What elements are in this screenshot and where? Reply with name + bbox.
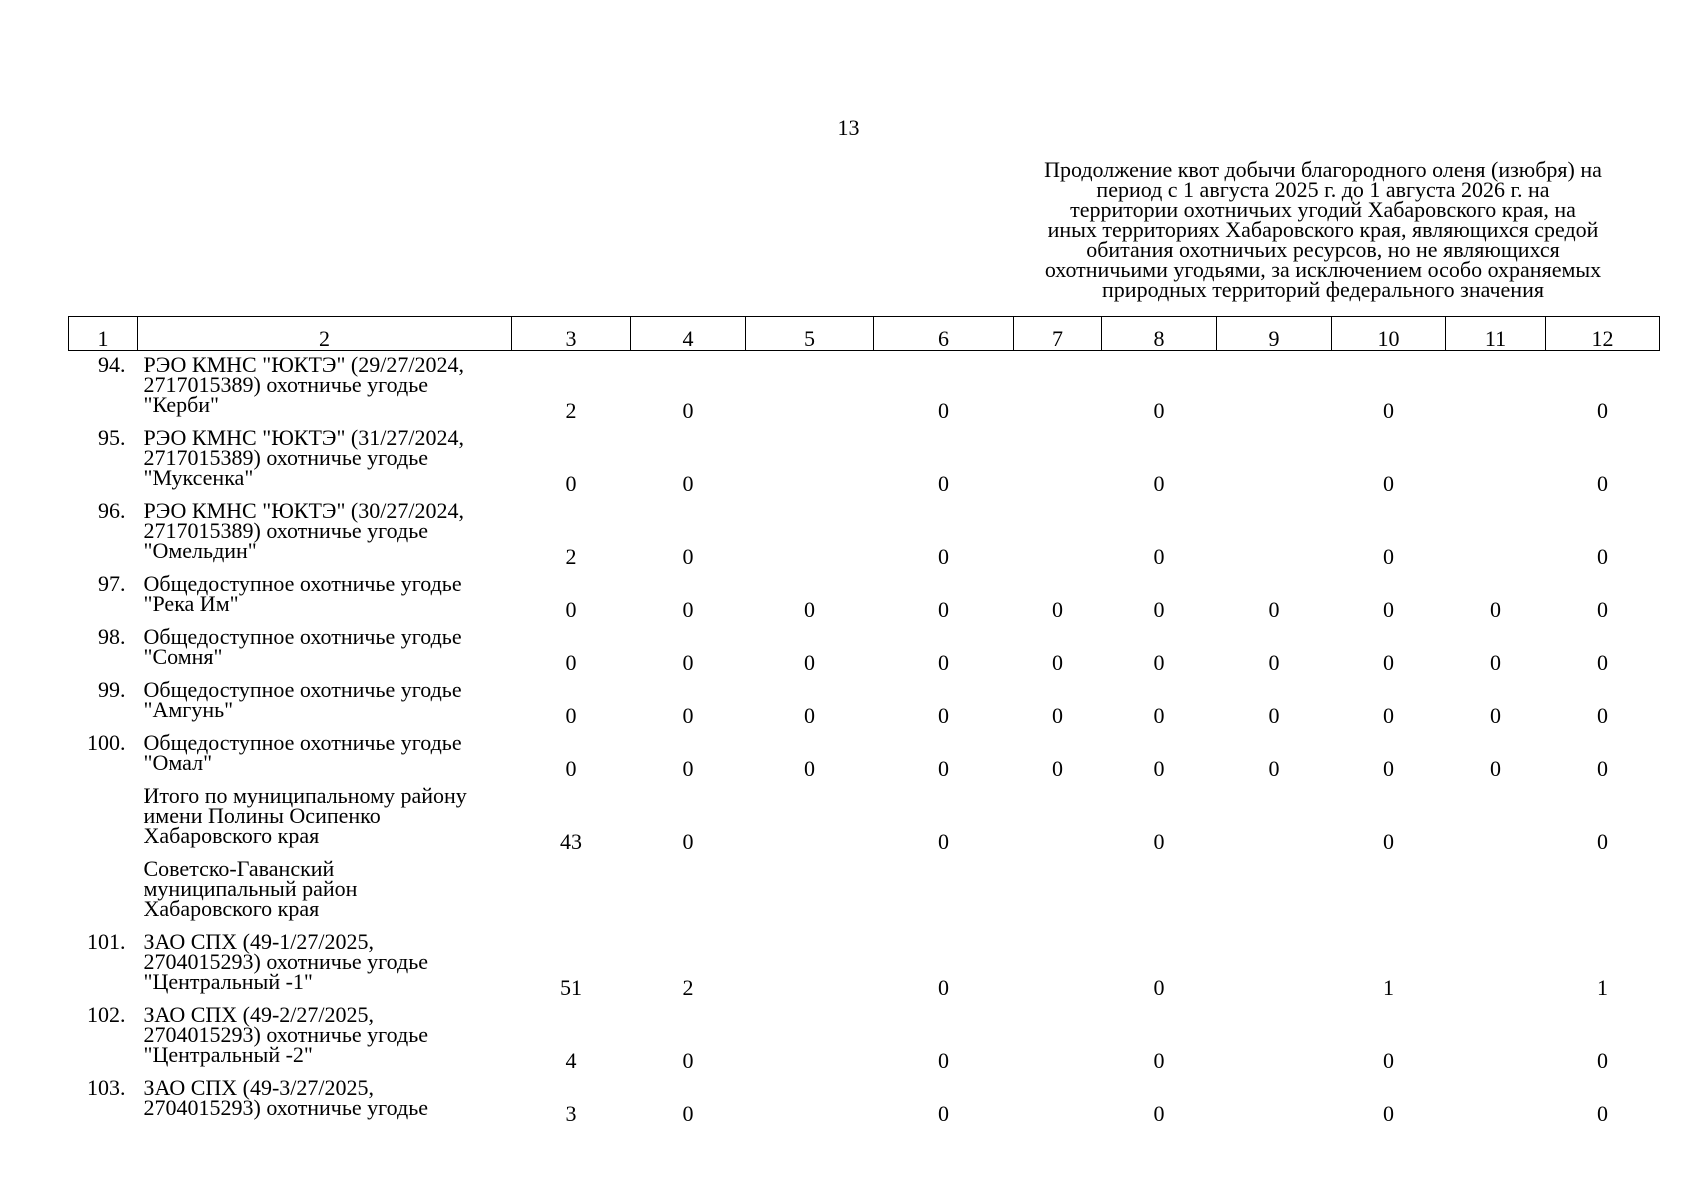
- value-cell: [746, 497, 874, 570]
- value-cell: [746, 351, 874, 424]
- heading-line: Продолжение квот добычи благородного оленя (изюбря) на: [1044, 157, 1602, 182]
- heading-line: территории охотничьих угодий Хабаровского края, на: [1070, 197, 1576, 222]
- column-header: 2: [138, 317, 512, 351]
- column-header: 5: [746, 317, 874, 351]
- row-name-line: Общедоступное охотничье угодье: [143, 570, 462, 596]
- row-name-line: "Центральный -2": [143, 1041, 313, 1067]
- value-cell: 0: [1597, 397, 1608, 423]
- value-cell: 2: [565, 543, 577, 569]
- value-cell: 0: [938, 1047, 949, 1073]
- value-cell: 0: [1153, 974, 1165, 1000]
- row-name-line: ЗАО СПХ (49-3/27/2025,: [143, 1074, 375, 1100]
- row-number: 98.: [98, 623, 126, 649]
- heading-line: охотничьими угодьями, за исключением особо охраняемых: [1044, 257, 1602, 282]
- quota-table-wrapper: [68, 316, 1660, 1127]
- row-number: 95.: [98, 424, 126, 450]
- value-cell: 0: [1383, 828, 1394, 854]
- column-header: 7: [1014, 317, 1102, 351]
- value-cell: 0: [938, 974, 949, 1000]
- value-cell: [1217, 497, 1332, 570]
- row-name-line: 2704015293) охотничье угодье: [143, 1021, 429, 1047]
- value-cell: 0: [938, 649, 949, 675]
- value-cell: 0: [804, 649, 815, 675]
- row-name-line: Советско-Гаванский: [143, 855, 335, 881]
- value-cell: 0: [1052, 755, 1063, 781]
- row-name-line: 2704015293) охотничье угодье: [143, 948, 429, 974]
- value-cell: [1446, 928, 1546, 1001]
- value-cell: 0: [1153, 1047, 1165, 1073]
- row-name-line: Общедоступное охотничье угодье: [143, 623, 462, 649]
- column-header: 6: [874, 317, 1014, 351]
- table-row: [69, 855, 1660, 928]
- value-cell: 0: [1490, 755, 1501, 781]
- value-cell: 0: [1383, 649, 1394, 675]
- value-cell: 0: [1268, 596, 1280, 622]
- value-cell: 0: [1153, 543, 1165, 569]
- value-cell: [746, 424, 874, 497]
- value-cell: 0: [1597, 649, 1608, 675]
- row-name-line: 2717015389) охотничье угодье: [143, 517, 429, 543]
- value-cell: [1217, 424, 1332, 497]
- table-row: [69, 497, 1660, 570]
- value-cell: 0: [938, 1100, 949, 1126]
- value-cell: 0: [1383, 397, 1394, 423]
- value-cell: 0: [1383, 1047, 1394, 1073]
- value-cell: [1102, 855, 1217, 928]
- column-header: 11: [1446, 317, 1546, 351]
- value-cell: 1: [1383, 974, 1394, 1000]
- value-cell: [1446, 1001, 1546, 1074]
- row-number: 100.: [87, 729, 126, 755]
- row-name-line: Итого по муниципальному району: [143, 782, 467, 808]
- value-cell: 0: [1052, 649, 1063, 675]
- page-number: 13: [837, 115, 860, 140]
- row-name: [138, 855, 512, 928]
- table-row: [69, 729, 1660, 782]
- value-cell: [746, 782, 874, 855]
- value-cell: 0: [1153, 397, 1165, 423]
- value-cell: [1014, 351, 1102, 424]
- table-row: [69, 1074, 1660, 1127]
- value-cell: [512, 855, 631, 928]
- value-cell: 3: [565, 1100, 577, 1126]
- value-cell: [631, 855, 746, 928]
- row-number: 103.: [87, 1074, 126, 1100]
- value-cell: 0: [1383, 1100, 1394, 1126]
- value-cell: 0: [1597, 755, 1608, 781]
- value-cell: 0: [682, 649, 694, 675]
- value-cell: 0: [1597, 470, 1608, 496]
- row-name-line: 2704015293) охотничье угодье: [143, 1094, 429, 1120]
- table-row: [69, 623, 1660, 676]
- column-header: 3: [512, 317, 631, 351]
- value-cell: 0: [1153, 828, 1165, 854]
- row-name-line: 2717015389) охотничье угодье: [143, 372, 429, 397]
- row-name-line: "Омал": [143, 749, 213, 775]
- table-body: [69, 351, 1660, 1127]
- value-cell: 51: [560, 974, 582, 1000]
- value-cell: [1014, 782, 1102, 855]
- row-name: [138, 1001, 512, 1074]
- row-name: [138, 729, 512, 782]
- row-name: [138, 497, 512, 570]
- value-cell: [1446, 782, 1546, 855]
- value-cell: 0: [1490, 596, 1501, 622]
- value-cell: 0: [682, 828, 694, 854]
- value-cell: [1014, 855, 1102, 928]
- value-cell: 0: [1597, 828, 1608, 854]
- value-cell: 0: [1268, 755, 1280, 781]
- row-name-line: ЗАО СПХ (49-2/27/2025,: [143, 1001, 375, 1027]
- row-name-line: "Муксенка": [143, 464, 254, 490]
- value-cell: [1217, 1074, 1332, 1127]
- value-cell: 0: [1153, 755, 1165, 781]
- row-name-line: ЗАО СПХ (49-1/27/2025,: [143, 928, 375, 954]
- value-cell: [1014, 1001, 1102, 1074]
- row-number: 101.: [87, 928, 126, 954]
- table-row: [69, 782, 1660, 855]
- value-cell: 0: [1153, 702, 1165, 728]
- heading-line: иных территориях Хабаровского края, являющихся средой: [1047, 217, 1599, 242]
- row-number: [69, 855, 138, 928]
- value-cell: [746, 1074, 874, 1127]
- value-cell: 0: [565, 649, 577, 675]
- value-cell: 0: [682, 596, 694, 622]
- quota-table: [68, 316, 1660, 1127]
- table-row: [69, 928, 1660, 1001]
- table-row: [69, 570, 1660, 623]
- row-number: 97.: [98, 570, 126, 596]
- value-cell: [1014, 928, 1102, 1001]
- value-cell: 0: [804, 702, 815, 728]
- table-row: [69, 676, 1660, 729]
- value-cell: 2: [565, 397, 577, 423]
- row-name: [138, 1074, 512, 1127]
- row-number: 99.: [98, 676, 126, 702]
- column-number-row: [69, 317, 1660, 351]
- table-row: [69, 351, 1660, 424]
- row-name-line: РЭО КМНС "ЮКТЭ" (31/27/2024,: [143, 424, 464, 450]
- value-cell: 0: [938, 755, 949, 781]
- row-name-line: имени Полины Осипенко: [143, 802, 381, 828]
- value-cell: [1014, 1074, 1102, 1127]
- column-header: 8: [1102, 317, 1217, 351]
- row-name: [138, 782, 512, 855]
- row-name-line: Хабаровского края: [143, 822, 320, 848]
- value-cell: [1446, 351, 1546, 424]
- value-cell: 0: [804, 596, 815, 622]
- value-cell: 0: [938, 828, 949, 854]
- value-cell: 0: [682, 470, 694, 496]
- row-name-line: "Омельдин": [143, 537, 257, 563]
- row-name-line: 2717015389) охотничье угодье: [143, 444, 429, 470]
- value-cell: [1014, 497, 1102, 570]
- value-cell: 43: [560, 828, 582, 854]
- value-cell: 0: [565, 755, 577, 781]
- table-heading: [1013, 157, 1633, 302]
- value-cell: 0: [565, 470, 577, 496]
- row-name: [138, 570, 512, 623]
- row-name: [138, 928, 512, 1001]
- row-name-line: "Сомня": [143, 643, 223, 669]
- row-number: [69, 782, 138, 855]
- value-cell: 0: [938, 397, 949, 423]
- value-cell: [1217, 351, 1332, 424]
- value-cell: [1217, 782, 1332, 855]
- value-cell: 0: [1597, 596, 1608, 622]
- value-cell: 0: [1153, 649, 1165, 675]
- row-number: 94.: [98, 352, 126, 377]
- value-cell: 0: [1597, 1100, 1608, 1126]
- value-cell: 1: [1597, 974, 1608, 1000]
- value-cell: 0: [1597, 1047, 1608, 1073]
- value-cell: 0: [1268, 702, 1280, 728]
- value-cell: [1446, 855, 1546, 928]
- value-cell: 0: [682, 543, 694, 569]
- row-number: 96.: [98, 497, 126, 523]
- value-cell: [1546, 855, 1660, 928]
- value-cell: 0: [1153, 596, 1165, 622]
- value-cell: [1217, 1001, 1332, 1074]
- row-name-line: "Амгунь": [143, 696, 234, 722]
- value-cell: [1446, 1074, 1546, 1127]
- value-cell: [1014, 424, 1102, 497]
- value-cell: [1446, 497, 1546, 570]
- table-row: [69, 1001, 1660, 1074]
- value-cell: 0: [682, 755, 694, 781]
- value-cell: [1217, 855, 1332, 928]
- value-cell: 0: [1153, 1100, 1165, 1126]
- value-cell: 4: [565, 1047, 577, 1073]
- row-name-line: "Керби": [143, 392, 220, 417]
- value-cell: [746, 1001, 874, 1074]
- value-cell: 0: [1597, 702, 1608, 728]
- value-cell: 0: [804, 755, 815, 781]
- column-header: 4: [631, 317, 746, 351]
- row-name-line: РЭО КМНС "ЮКТЭ" (29/27/2024,: [143, 352, 464, 377]
- value-cell: 0: [682, 1047, 694, 1073]
- value-cell: 0: [1153, 470, 1165, 496]
- value-cell: 0: [1383, 470, 1394, 496]
- row-name-line: "Центральный -1": [143, 968, 313, 994]
- row-name: [138, 676, 512, 729]
- value-cell: 0: [1383, 596, 1394, 622]
- row-name-line: "Река Им": [143, 590, 239, 616]
- value-cell: 0: [1052, 702, 1063, 728]
- row-name-line: Общедоступное охотничье угодье: [143, 676, 462, 702]
- column-header: 10: [1332, 317, 1446, 351]
- column-header: 9: [1217, 317, 1332, 351]
- value-cell: 2: [682, 974, 694, 1000]
- value-cell: 0: [1268, 649, 1280, 675]
- row-name: [138, 424, 512, 497]
- value-cell: 0: [1052, 596, 1063, 622]
- value-cell: [746, 928, 874, 1001]
- value-cell: 0: [938, 543, 949, 569]
- column-header: 12: [1546, 317, 1660, 351]
- column-header: 1: [69, 317, 138, 351]
- value-cell: 0: [565, 702, 577, 728]
- value-cell: [874, 855, 1014, 928]
- heading-line: обитания охотничьих ресурсов, но не являющихся: [1086, 237, 1560, 262]
- value-cell: 0: [682, 702, 694, 728]
- row-name-line: Хабаровского края: [143, 895, 320, 921]
- value-cell: 0: [1383, 543, 1394, 569]
- value-cell: 0: [1597, 543, 1608, 569]
- value-cell: [1446, 424, 1546, 497]
- heading-line: природных территорий федерального значения: [1102, 277, 1544, 302]
- table-row: [69, 424, 1660, 497]
- value-cell: 0: [1383, 755, 1394, 781]
- value-cell: [746, 855, 874, 928]
- value-cell: [1217, 928, 1332, 1001]
- value-cell: 0: [682, 397, 694, 423]
- value-cell: 0: [1383, 702, 1394, 728]
- row-name: [138, 351, 512, 424]
- row-name: [138, 623, 512, 676]
- row-name-line: РЭО КМНС "ЮКТЭ" (30/27/2024,: [143, 497, 464, 523]
- value-cell: 0: [1490, 702, 1501, 728]
- row-number: 102.: [87, 1001, 126, 1027]
- row-name-line: Общедоступное охотничье угодье: [143, 729, 462, 755]
- row-name-line: муниципальный район: [143, 875, 358, 901]
- value-cell: 0: [938, 702, 949, 728]
- value-cell: 0: [938, 596, 949, 622]
- value-cell: 0: [682, 1100, 694, 1126]
- value-cell: 0: [1490, 649, 1501, 675]
- value-cell: 0: [565, 596, 577, 622]
- value-cell: [1332, 855, 1446, 928]
- heading-line: период с 1 августа 2025 г. до 1 августа 2026 г. на: [1096, 177, 1550, 202]
- value-cell: 0: [938, 470, 949, 496]
